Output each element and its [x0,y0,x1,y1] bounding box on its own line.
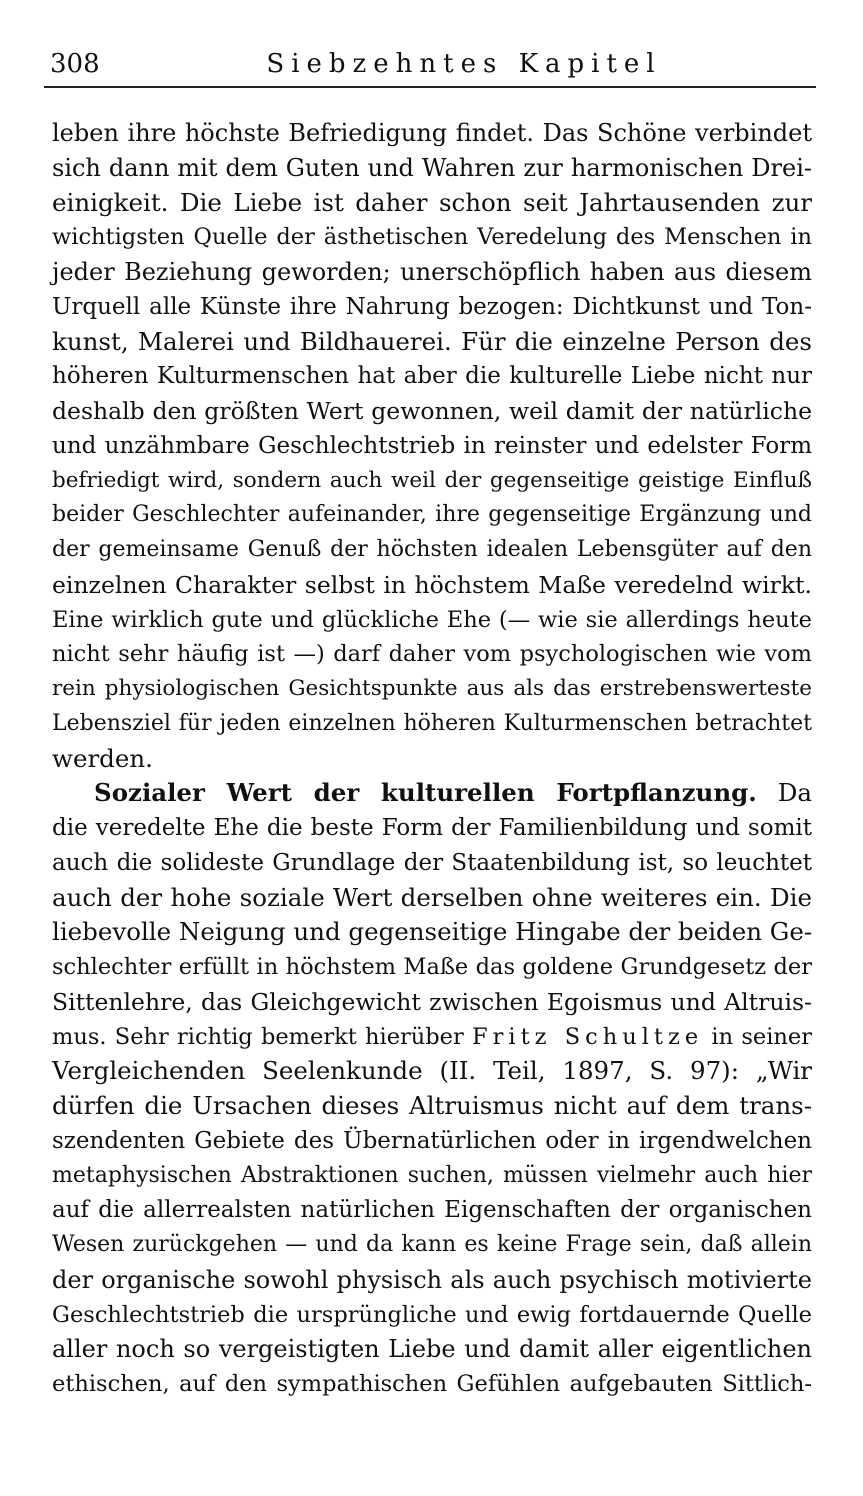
text-line: aller noch so vergeistigten Liebe und damit aller eigentlichen [52,1335,812,1364]
text-line: der organische sowohl physisch als auch psychisch motivierte [52,1265,812,1294]
text-line: metaphysischen Abstraktionen suchen, müssen vielmehr auch hier [52,1162,812,1188]
section-heading-continuation: Da [756,778,812,808]
text-line: nicht sehr häufig ist —) darf daher vom psychologischen wie vom [52,641,812,668]
text-line: Wesen zurückgehen — und da kann es keine Frage sein, daß allein [52,1232,812,1257]
text-line: auch der hohe soziale Wert derselben ohne weiteres ein. Die [52,882,812,912]
text-line: schlechter erfüllt in höchstem Maße das goldene Grundgesetz der [52,954,812,980]
text-fragment: mus. Sehr richtig bemerkt hierüber [52,1023,473,1050]
text-line: Geschlechtstrieb die ursprüngliche und ewig fortdauernde Quelle [52,1301,812,1328]
author-name: Fritz Schultze [472,1023,704,1050]
body-text [52,116,812,1402]
text-line: Lebensziel für jeden einzelnen höheren Kulturmenschen betrachtet [52,710,812,736]
text-line: auch die solideste Grundlage der Staatenbildung ist, so leuchtet [52,849,812,876]
text-line: kunst, Malerei und Bildhauerei. Für die einzelne Person des [52,326,812,356]
text-line: Eine wirklich gute und glückliche Ehe (— wie sie allerdings heute [52,606,812,633]
section-first-line [52,776,812,811]
text-line: Vergleichenden Seelenkunde (II. Teil, 1897, S. 97): „Wir [52,1056,812,1086]
text-line: wichtigsten Quelle der ästhetischen Veredelung des Menschen in [52,224,812,251]
text-line: leben ihre höchste Befriedigung findet. Das Schöne verbindet [52,119,812,147]
text-line: höheren Kulturmenschen hat aber die kulturelle Liebe nicht nur [52,363,812,390]
text-line: befriedigt wird, sondern auch weil der gegenseitige geistige Einfluß [52,467,812,493]
text-line: deshalb den größten Wert gewonnen, weil damit der natürliche [52,397,812,425]
text-line: beider Geschlechter aufeinander, ihre gegenseitige Ergänzung und [52,502,812,528]
text-fragment: in seiner [703,1023,812,1050]
text-line: werden. [52,743,153,773]
text-line: dürfen die Ursachen dieses Altruismus nicht auf dem trans- [52,1091,812,1120]
text-line: auf die allerrealsten natürlichen Eigenschaften der organischen [52,1197,812,1224]
text-line: der gemeinsame Genuß der höchsten idealen Lebensgüter auf den [52,537,812,562]
page-header [44,46,816,88]
text-line: jeder Beziehung geworden; unerschöpflich haben aus diesem [52,258,812,286]
text-line: ethischen, auf den sympathischen Gefühlen aufgebauten Sittlich- [52,1371,812,1397]
text-line: szendenten Gebiete des Übernatürlichen oder in irgendwelchen [52,1127,812,1154]
section-heading: Sozialer Wert der kulturellen Fortpflanzung. [94,778,757,808]
text-line-with-author [52,1020,812,1055]
text-line: einzelnen Charakter selbst in höchstem Maße veredelnd wirkt. [52,570,812,599]
text-line: einigkeit. Die Liebe ist daher schon seit Jahrtausenden zur [52,187,812,217]
text-line: liebevolle Neigung und gegenseitige Hingabe der beiden Ge- [52,917,813,947]
text-line: die veredelte Ehe die beste Form der Familienbildung und somit [52,815,812,841]
page-number: 308 [50,49,100,79]
text-line: rein physiologischen Gesichtspunkte aus als das erstrebenswerteste [52,676,812,701]
text-line: Urquell alle Künste ihre Nahrung bezogen: Dichtkunst und Ton- [52,293,812,320]
running-title: Siebzehntes Kapitel [266,49,662,79]
text-line: und unzähmbare Geschlechtstrieb in reinster und edelster Form [52,432,812,459]
text-line: sich dann mit dem Guten und Wahren zur harmonischen Drei- [52,153,812,182]
text-line: Sittenlehre, das Gleichgewicht zwischen Egoismus und Altruis- [52,987,812,1016]
